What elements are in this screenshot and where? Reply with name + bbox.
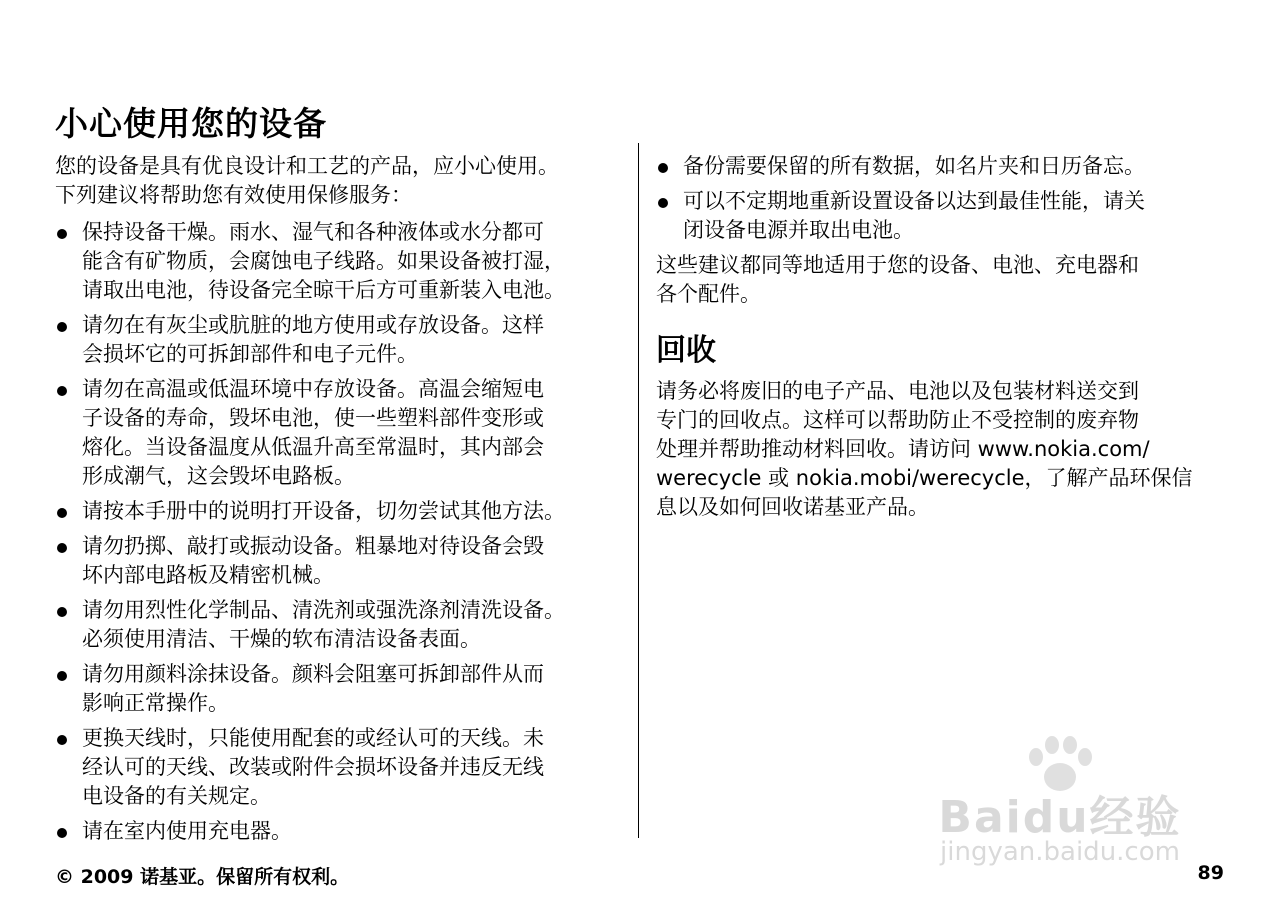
list-item-line: 请勿在有灰尘或肮脏的地方使用或存放设备。这样 bbox=[82, 313, 544, 337]
list-item bbox=[55, 218, 631, 305]
list-item-line: 能含有矿物质，会腐蚀电子线路。如果设备被打湿， bbox=[82, 249, 565, 273]
intro-line: 下列建议将帮助您有效使用保修服务： bbox=[55, 183, 412, 207]
list-item-line: 影响正常操作。 bbox=[82, 691, 229, 715]
applies-paragraph bbox=[656, 251, 1228, 309]
list-item-line: 子设备的寿命，毁坏电池，使一些塑料部件变形或 bbox=[82, 406, 544, 430]
watermark-brand: Baidu经验 bbox=[938, 792, 1182, 843]
list-item-line: 请按本手册中的说明打开设备，切勿尝试其他方法。 bbox=[82, 499, 565, 523]
list-item-line: 闭设备电源并取出电池。 bbox=[683, 218, 914, 242]
list-item-line: 可以不定期地重新设置设备以达到最佳性能，请关 bbox=[683, 189, 1145, 213]
list-item bbox=[656, 152, 1228, 181]
list-item-line: 请勿用颜料涂抹设备。颜料会阻塞可拆卸部件从而 bbox=[82, 662, 544, 686]
list-item-line: 熔化。当设备温度从低温升高至常温时，其内部会 bbox=[82, 435, 544, 459]
paragraph-line: 息以及如何回收诺基亚产品。 bbox=[656, 495, 929, 519]
list-item bbox=[656, 187, 1228, 245]
list-item bbox=[55, 724, 631, 811]
paragraph-line: 专门的回收点。这样可以帮助防止不受控制的废弃物 bbox=[656, 408, 1139, 432]
list-item-line: 请勿在高温或低温环境中存放设备。高温会缩短电 bbox=[82, 377, 544, 401]
list-item-line: 经认可的天线、改装或附件会损坏设备并违反无线 bbox=[82, 755, 544, 779]
list-item bbox=[55, 532, 631, 590]
recycle-heading: 回收 bbox=[656, 333, 716, 368]
list-item bbox=[55, 660, 631, 718]
list-item-line: 请勿用烈性化学制品、清洗剂或强洗涤剂清洗设备。 bbox=[82, 598, 565, 622]
list-item-line: 更换天线时，只能使用配套的或经认可的天线。未 bbox=[82, 726, 544, 750]
page-title: 小心使用您的设备 bbox=[55, 104, 327, 143]
paragraph-line: 各个配件。 bbox=[656, 282, 761, 306]
list-item bbox=[55, 817, 631, 846]
list-item-line: 保持设备干燥。雨水、湿气和各种液体或水分都可 bbox=[82, 220, 544, 244]
paragraph-line: 处理并帮助推动材料回收。请访问 www.nokia.com/ bbox=[656, 437, 1150, 461]
list-item-line: 会损坏它的可拆卸部件和电子元件。 bbox=[82, 342, 418, 366]
page-number: 89 bbox=[1197, 862, 1224, 884]
list-item bbox=[55, 311, 631, 369]
column-divider bbox=[638, 143, 639, 838]
paragraph-line: werecycle 或 nokia.mobi/werecycle，了解产品环保信 bbox=[656, 466, 1193, 490]
paragraph-line: 请务必将废旧的电子产品、电池以及包装材料送交到 bbox=[656, 379, 1139, 403]
list-item-line: 请勿扔掷、敲打或振动设备。粗暴地对待设备会毁 bbox=[82, 534, 544, 558]
right-column bbox=[656, 152, 1228, 522]
list-item-line: 电设备的有关规定。 bbox=[82, 784, 271, 808]
list-item-line: 坏内部电路板及精密机械。 bbox=[82, 563, 334, 587]
list-item-line: 请取出电池，待设备完全晾干后方可重新装入电池。 bbox=[82, 278, 565, 302]
recycle-paragraph bbox=[656, 377, 1228, 522]
list-item-line: 请在室内使用充电器。 bbox=[82, 819, 292, 843]
list-item-line: 形成潮气，这会毁坏电路板。 bbox=[82, 464, 355, 488]
list-item-line: 备份需要保留的所有数据，如名片夹和日历备忘。 bbox=[683, 154, 1145, 178]
paragraph-line: 这些建议都同等地适用于您的设备、电池、充电器和 bbox=[656, 253, 1139, 277]
list-item-line: 必须使用清洁、干燥的软布清洁设备表面。 bbox=[82, 627, 481, 651]
list-item bbox=[55, 375, 631, 491]
intro-line: 您的设备是具有优良设计和工艺的产品，应小心使用。 bbox=[55, 154, 559, 178]
care-tips-list bbox=[55, 218, 631, 846]
list-item bbox=[55, 497, 631, 526]
care-tips-list-continued bbox=[656, 152, 1228, 245]
left-column bbox=[55, 152, 631, 852]
list-item bbox=[55, 596, 631, 654]
intro-paragraph bbox=[55, 152, 631, 210]
watermark-url: jingyan.baidu.com bbox=[940, 837, 1180, 867]
copyright-footer: © 2009 诺基亚。保留所有权利。 bbox=[55, 866, 350, 888]
